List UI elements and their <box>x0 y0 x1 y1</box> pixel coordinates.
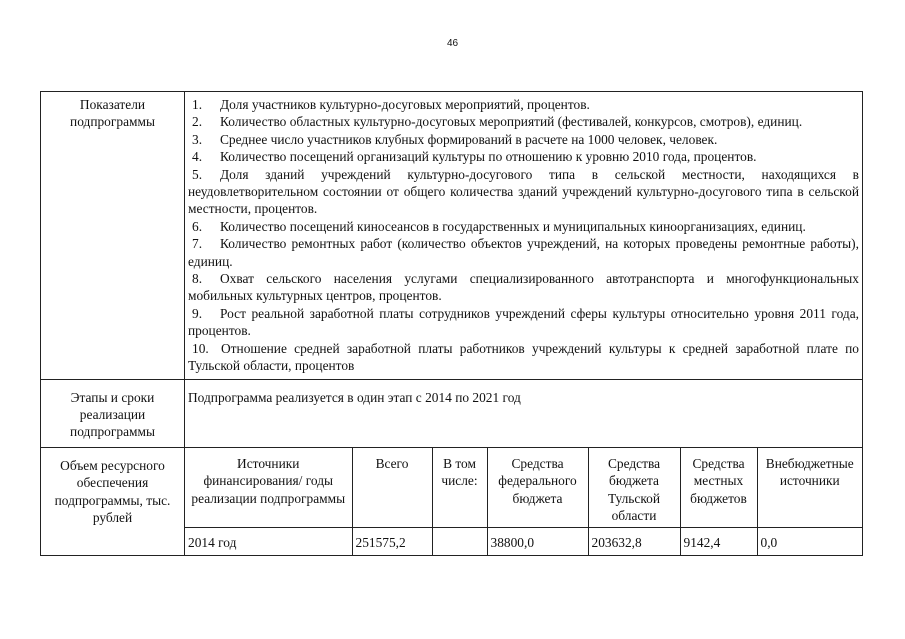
funding-values-row <box>185 528 862 556</box>
indicator-number: 2. <box>192 114 203 130</box>
indicator-text: Количество областных культурно-досуговых мероприятий (фестивалей, конкурсов, смотров), единиц. <box>220 114 803 130</box>
indicator-number: 10. <box>192 340 209 356</box>
stages-label: Этапы и сроки реализации подпрограммы <box>41 379 185 447</box>
header-local-budgets: Средства местных бюджетов <box>680 448 757 528</box>
indicator-text: Рост реальной заработной платы сотрудников учреждений сферы культуры относительно уровня 2011 года, процентов. <box>188 305 859 339</box>
indicator-text: Количество ремонтных работ (количество объектов учреждений, на которых проведены ремонтные работы), единиц. <box>188 236 859 269</box>
indicator-text: Доля участников культурно-досуговых мероприятий, процентов. <box>220 97 590 112</box>
header-extra-budgetary: Внебюджетные источники <box>757 448 862 528</box>
stages-text: Подпрограмма реализуется в один этап с 2014 по 2021 год <box>185 379 863 447</box>
indicator-item <box>188 131 859 148</box>
value-regional-budget: 203632,8 <box>588 528 680 556</box>
indicator-item <box>188 235 859 270</box>
indicator-number: 8. <box>192 271 203 287</box>
value-including <box>432 528 487 556</box>
indicator-item <box>188 270 859 305</box>
indicator-text: Количество посещений киносеансов в государственных и муниципальных киноорганизациях, единиц. <box>220 218 806 234</box>
header-total: Всего <box>352 448 432 528</box>
indicator-item <box>188 166 859 218</box>
indicator-text: Количество посещений организаций культуры по отношению к уровню 2010 года, процентов. <box>220 149 757 165</box>
value-total: 251575,2 <box>352 528 432 556</box>
indicator-item <box>188 218 859 235</box>
funding-table-cell <box>185 447 863 556</box>
funding-label: Объем ресурсного обеспечения подпрограммы, тыс. рублей <box>41 447 185 556</box>
indicator-number: 7. <box>192 236 203 252</box>
value-federal-budget: 38800,0 <box>487 528 588 556</box>
indicator-text: Отношение средней заработной платы работников учреждений культуры к средней заработной плате по Тульской области, процентов <box>188 340 859 374</box>
indicator-number: 9. <box>192 305 203 321</box>
indicator-text: Среднее число участников клубных формирований в расчете на 1000 человек, человек. <box>220 131 718 147</box>
header-including: В том числе: <box>432 448 487 528</box>
indicators-label: Показатели подпрограммы <box>41 92 185 380</box>
indicator-number: 4. <box>192 149 203 165</box>
subprogram-passport-table <box>40 91 863 556</box>
indicator-number: 3. <box>192 131 203 147</box>
header-source: Источники финансирования/ годы реализации подпрограммы <box>185 448 352 528</box>
indicator-text: Доля зданий учреждений культурно-досугового типа в сельской местности, находящихся в неудовлетворительном состоянии от общего количества зданий учреждений культурно-досугового типа в сельской местности, процентов. <box>188 166 859 217</box>
funding-table <box>185 448 862 556</box>
value-extra-budgetary: 0,0 <box>757 528 862 556</box>
funding-header-row <box>185 448 862 528</box>
indicators-row <box>41 92 863 380</box>
funding-row <box>41 447 863 556</box>
indicator-item <box>188 96 859 113</box>
indicator-item <box>188 148 859 165</box>
indicator-item <box>188 340 859 375</box>
value-year: 2014 год <box>185 528 352 556</box>
indicator-number: 5. <box>192 166 203 182</box>
indicator-item <box>188 305 859 340</box>
indicator-item <box>188 113 859 130</box>
indicators-list <box>185 92 863 380</box>
header-federal-budget: Средства федерального бюджета <box>487 448 588 528</box>
value-local-budgets: 9142,4 <box>680 528 757 556</box>
header-regional-budget: Средства бюджета Тульской области <box>588 448 680 528</box>
indicator-text: Охват сельского населения услугами специализированного автотранспорта и многофункциональных мобильных культурных центров, процентов. <box>188 271 859 304</box>
page-number: 46 <box>446 38 459 49</box>
indicator-number: 6. <box>192 218 203 234</box>
stages-row <box>41 379 863 447</box>
indicator-number: 1. <box>192 97 203 112</box>
